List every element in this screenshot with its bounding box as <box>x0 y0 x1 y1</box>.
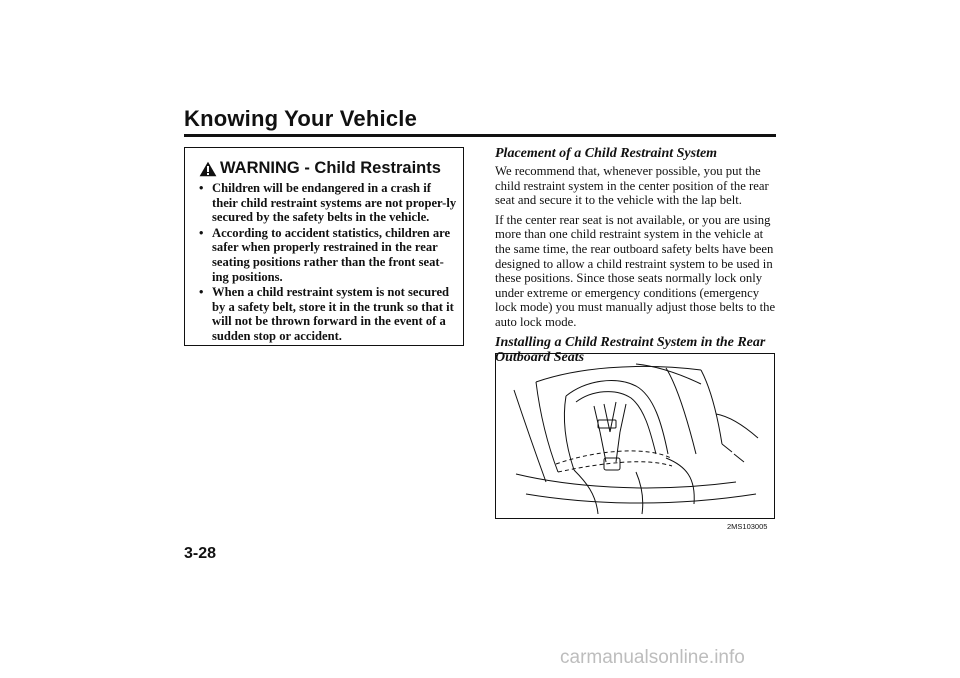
warning-item <box>195 181 457 225</box>
warning-item-text: Children will be endangered in a crash if their child restraint systems are not proper-ly secured by the safety belts in the vehicle. <box>212 181 457 225</box>
warning-title-text: WARNING - Child Restraints <box>220 159 441 177</box>
section-heading-installing: Installing a Child Restraint System in the Rear Outboard Seats <box>495 334 766 365</box>
warning-item-text: According to accident statistics, children are safer when properly restrained in the rear seating positions rather than the front seat-ing positions. <box>212 225 451 284</box>
warning-item-text: When a child restraint system is not secured by a safety belt, store it in the trunk so that it will not be thrown forward in the event of a sudden stop or accident. <box>212 285 454 343</box>
figure-code: 2MS103005 <box>727 522 768 531</box>
warning-box <box>184 147 464 346</box>
page-number: 3-28 <box>184 545 217 562</box>
paragraph-recommendation: We recommend that, whenever possible, you put the child restraint system in the center position of the rear seat and secure it to the vehicle with the lap belt. <box>495 164 769 208</box>
section-heading-placement: Placement of a Child Restraint System <box>495 146 718 161</box>
paragraph-outboard: If the center rear seat is not available, or you are using more than one child restraint system in the vehicle at the same time, the rear outboard safety belts have been designed to allow a child restraint system to be used in these positions. Since those seats normally lock only under extreme or emergency conditions (emergency lock mode) you must manually adjust those belts to the auto lock mode. <box>495 212 776 329</box>
bullet: • <box>199 181 204 195</box>
bullet: • <box>199 285 204 300</box>
warning-title <box>199 159 441 178</box>
watermark[interactable]: carmanualsonline.info <box>560 647 745 668</box>
right-column <box>495 146 778 368</box>
child-seat-illustration <box>495 353 775 519</box>
header-rule <box>184 134 776 137</box>
warning-triangle-icon <box>199 161 217 177</box>
warning-list <box>195 181 457 345</box>
bullet: • <box>199 225 204 240</box>
page-title: Knowing Your Vehicle <box>184 106 418 131</box>
warning-item <box>195 226 457 284</box>
warning-item <box>195 285 457 343</box>
